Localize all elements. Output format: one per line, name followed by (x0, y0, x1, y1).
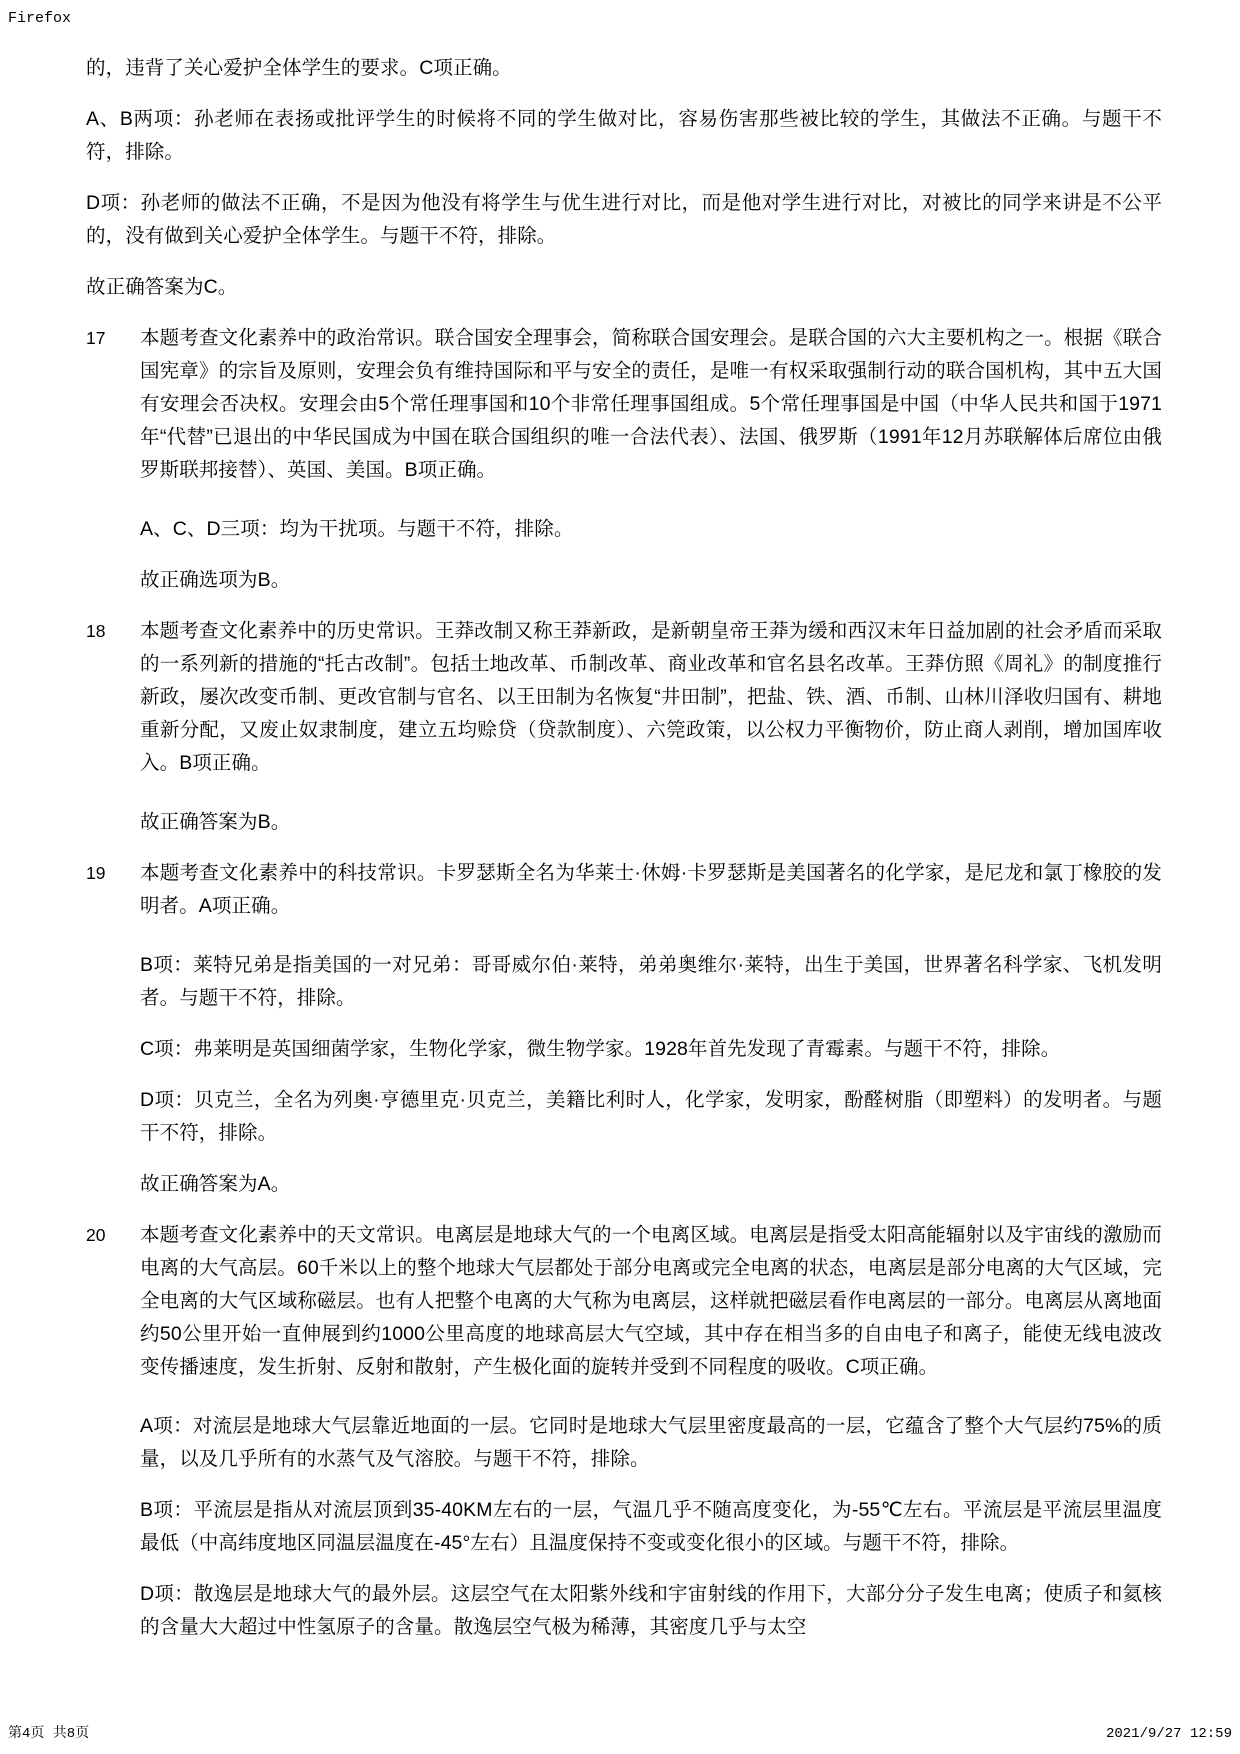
document-body (86, 52, 1162, 1662)
paragraph-block (86, 103, 1162, 169)
paragraph-text: D项：散逸层是地球大气的最外层。这层空气在太阳紫外线和宇宙射线的作用下，大部分分子发生电离；使质子和氦核的含量大大超过中性氢原子的含量。散逸层空气极为稀薄，其密度几乎与太空 (140, 1583, 1162, 1638)
paragraph-text: A、C、D三项：均为干扰项。与题干不符，排除。 (140, 518, 574, 540)
numbered-paragraph-block (86, 857, 1162, 923)
paragraph-text: B项：莱特兄弟是指美国的一对兄弟：哥哥威尔伯·莱特，弟弟奥维尔·莱特，出生于美国，世界著名科学家、飞机发明者。与题干不符，排除。 (140, 954, 1162, 1009)
paragraph-block (86, 52, 1162, 85)
paragraph-text: B项：平流层是指从对流层顶到35-40KM左右的一层，气温几乎不随高度变化，为-55℃左右。平流层是平流层里温度最低（中高纬度地区同温层温度在-45°左右）且温度保持不变或变化很小的区域。与题干不符，排除。 (140, 1499, 1162, 1554)
numbered-paragraph-block (86, 1219, 1162, 1384)
numbered-paragraph-block (86, 322, 1162, 487)
paragraph-block (86, 564, 1162, 597)
paragraph-text: 故正确答案为C。 (86, 276, 238, 298)
paragraph-text: 本题考查文化素养中的科技常识。卡罗瑟斯全名为华莱士·休姆·卡罗瑟斯是美国著名的化学家，是尼龙和氯丁橡胶的发明者。A项正确。 (140, 862, 1162, 917)
paragraph-text: D项：贝克兰，全名为列奥·亨德里克·贝克兰，美籍比利时人，化学家，发明家，酚醛树脂（即塑料）的发明者。与题干不符，排除。 (140, 1089, 1162, 1144)
paragraph-text: 本题考查文化素养中的历史常识。王莽改制又称王莽新政，是新朝皇帝王莽为缓和西汉末年日益加剧的社会矛盾而采取的一系列新的措施的“托古改制”。包括土地改革、币制改革、商业改革和官名县名改革。王莽仿照《周礼》的制度推行新政，屡次改变币制、更改官制与官名、以王田制为名恢复“井田制”，把盐、铁、酒、币制、山林川泽收归国有、耕地重新分配，又废止奴隶制度，建立五均赊贷（贷款制度）、六筦政策，以公权力平衡物价，防止商人剥削，增加国库收入。B项正确。 (140, 620, 1162, 774)
paragraph-text: 的，违背了关心爱护全体学生的要求。C项正确。 (86, 57, 512, 79)
paragraph-text: C项：弗莱明是英国细菌学家，生物化学家，微生物学家。1928年首先发现了青霉素。与题干不符，排除。 (140, 1038, 1061, 1060)
paragraph-block (86, 513, 1162, 546)
page-number-label: 第4页 共8页 (8, 1726, 90, 1742)
paragraph-block (86, 187, 1162, 253)
paragraph-text: 本题考查文化素养中的天文常识。电离层是地球大气的一个电离区域。电离层是指受太阳高能辐射以及宇宙线的激励而电离的大气高层。60千米以上的整个地球大气层都处于部分电离或完全电离的状态，电离层是部分电离的大气区域，完全电离的大气区域称磁层。也有人把整个电离的大气称为电离层，这样就把磁层看作电离层的一部分。电离层从离地面约50公里开始一直伸展到约1000公里高度的地球高层大气空域，其中存在相当多的自由电子和离子，能使无线电波改变传播速度，发生折射、反射和散射，产生极化面的旋转并受到不同程度的吸收。C项正确。 (140, 1224, 1162, 1378)
print-footer (8, 1724, 1232, 1744)
paragraph-text: 故正确答案为A。 (140, 1173, 291, 1195)
paragraph-block (86, 1578, 1162, 1644)
paragraph-block (86, 1410, 1162, 1476)
print-header-browser-name: Firefox (8, 10, 72, 27)
question-number: 17 (86, 328, 106, 348)
paragraph-block (86, 271, 1162, 304)
paragraph-block (86, 1033, 1162, 1066)
paragraph-block (86, 949, 1162, 1015)
question-number: 20 (86, 1225, 106, 1245)
paragraph-block (86, 1494, 1162, 1560)
paragraph-text: 故正确选项为B。 (140, 569, 291, 591)
numbered-paragraph-block (86, 615, 1162, 780)
paragraph-block (86, 1168, 1162, 1201)
paragraph-text: A、B两项：孙老师在表扬或批评学生的时候将不同的学生做对比，容易伤害那些被比较的学生，其做法不正确。与题干不符，排除。 (86, 108, 1162, 163)
paragraph-block (86, 806, 1162, 839)
paragraph-text: 故正确答案为B。 (140, 811, 291, 833)
question-number: 19 (86, 863, 106, 883)
print-timestamp: 2021/9/27 12:59 (1105, 1726, 1232, 1742)
paragraph-block (86, 1084, 1162, 1150)
paragraph-text: D项：孙老师的做法不正确，不是因为他没有将学生与优生进行对比，而是他对学生进行对比，对被比的同学来讲是不公平的，没有做到关心爱护全体学生。与题干不符，排除。 (86, 192, 1162, 247)
paragraph-text: 本题考查文化素养中的政治常识。联合国安全理事会，简称联合国安理会。是联合国的六大主要机构之一。根据《联合国宪章》的宗旨及原则，安理会负有维持国际和平与安全的责任，是唯一有权采取强制行动的联合国机构，其中五大国有安理会否决权。安理会由5个常任理事国和10个非常任理事国组成。5个常任理事国是中国（中华人民共和国于1971年“代替”已退出的中华民国成为中国在联合国组织的唯一合法代表）、法国、俄罗斯（1991年12月苏联解体后席位由俄罗斯联邦接替）、英国、美国。B项正确。 (140, 327, 1162, 481)
paragraph-text: A项：对流层是地球大气层靠近地面的一层。它同时是地球大气层里密度最高的一层，它蕴含了整个大气层约75%的质量，以及几乎所有的水蒸气及气溶胶。与题干不符，排除。 (140, 1415, 1162, 1470)
question-number: 18 (86, 621, 106, 641)
